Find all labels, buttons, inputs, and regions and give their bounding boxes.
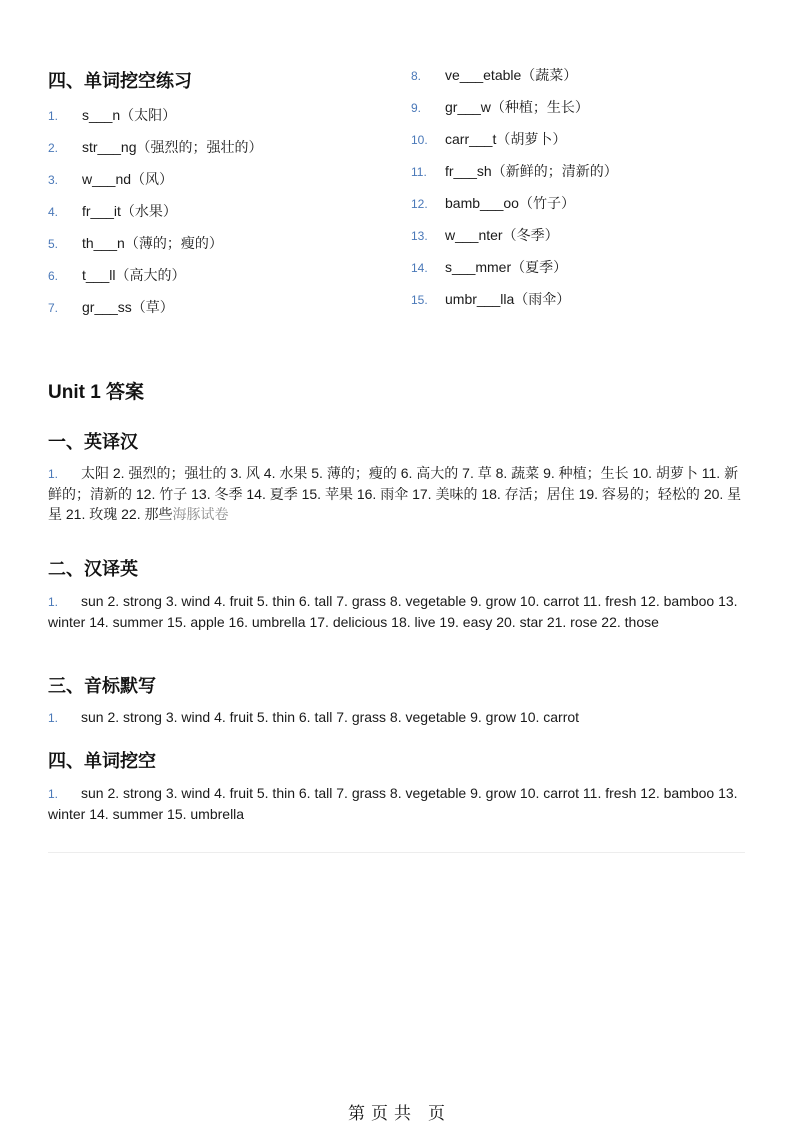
exercise-item: 13. w___nter（冬季） <box>411 227 559 243</box>
exercise-item: 1. s___n（太阳） <box>48 107 177 123</box>
divider <box>48 852 745 853</box>
exercise-item: 6. t___ll（高大的） <box>48 267 186 283</box>
exercise-item: 5. th___n（薄的；瘦的） <box>48 235 223 251</box>
answer-section-title: 三、音标默写 <box>48 676 156 696</box>
exercise-item: 9. gr___w（种植；生长） <box>411 99 589 115</box>
exercise-item: 7. gr___ss（草） <box>48 299 174 315</box>
exercise-item: 2. str___ng（强烈的；强壮的） <box>48 139 263 155</box>
answer-paragraph: 1. sun 2. strong 3. wind 4. fruit 5. thin 6. tall 7. grass 8. vegetable 9. grow 10. carrot 11. fresh 12. bamboo 13. winter 14. summer 15. umbrella <box>48 785 738 822</box>
answer-paragraph: 1. 太阳 2. 强烈的；强壮的 3. 风 4. 水果 5. 薄的；瘦的 6. 高大的 7. 草 8. 蔬菜 9. 种植；生长 10. 胡萝卜 11. 新鲜的；清新的 12. 竹子 13. 冬季 14. 夏季 15. 苹果 16. 雨伞 17. 美味的 18. 存活；居住 19. 容易的；轻松的 20. 星星 21. 玫瑰 22. 那些海豚试卷 <box>48 465 742 522</box>
exercise-item: 3. w___nd（风） <box>48 171 174 187</box>
exercise-item: 14. s___mmer（夏季） <box>411 259 568 275</box>
page-footer: 第 页 共 页 <box>348 1104 445 1123</box>
answer-paragraph: 1. sun 2. strong 3. wind 4. fruit 5. thin 6. tall 7. grass 8. vegetable 9. grow 10. carrot <box>48 709 580 725</box>
answer-paragraph: 1. sun 2. strong 3. wind 4. fruit 5. thin 6. tall 7. grass 8. vegetable 9. grow 10. carrot 11. fresh 12. bamboo 13. winter 14. summer 15. apple 16. umbrella 17. delicious 18. live 19. easy 20. star 21. rose 22. those <box>48 593 738 630</box>
exercise-item: 10. carr___t（胡萝卜） <box>411 131 567 147</box>
exercise-item: 15. umbr___lla（雨伞） <box>411 291 571 307</box>
answer-section-title: 四、单词挖空 <box>48 751 156 771</box>
exercise-item: 4. fr___it（水果） <box>48 203 177 219</box>
answer-section-title: 一、英译汉 <box>48 432 138 452</box>
watermark-text: 海豚试卷 <box>172 506 229 522</box>
section-title-fill-blanks: 四、单词挖空练习 <box>48 71 192 91</box>
exercise-item: 12. bamb___oo（竹子） <box>411 195 575 211</box>
exercise-item: 11. fr___sh（新鲜的；清新的） <box>411 163 618 179</box>
exercise-item: 8. ve___etable（蔬菜） <box>411 67 578 83</box>
answer-section-title: 二、汉译英 <box>48 559 138 579</box>
answers-title: Unit 1 答案 <box>48 382 145 403</box>
